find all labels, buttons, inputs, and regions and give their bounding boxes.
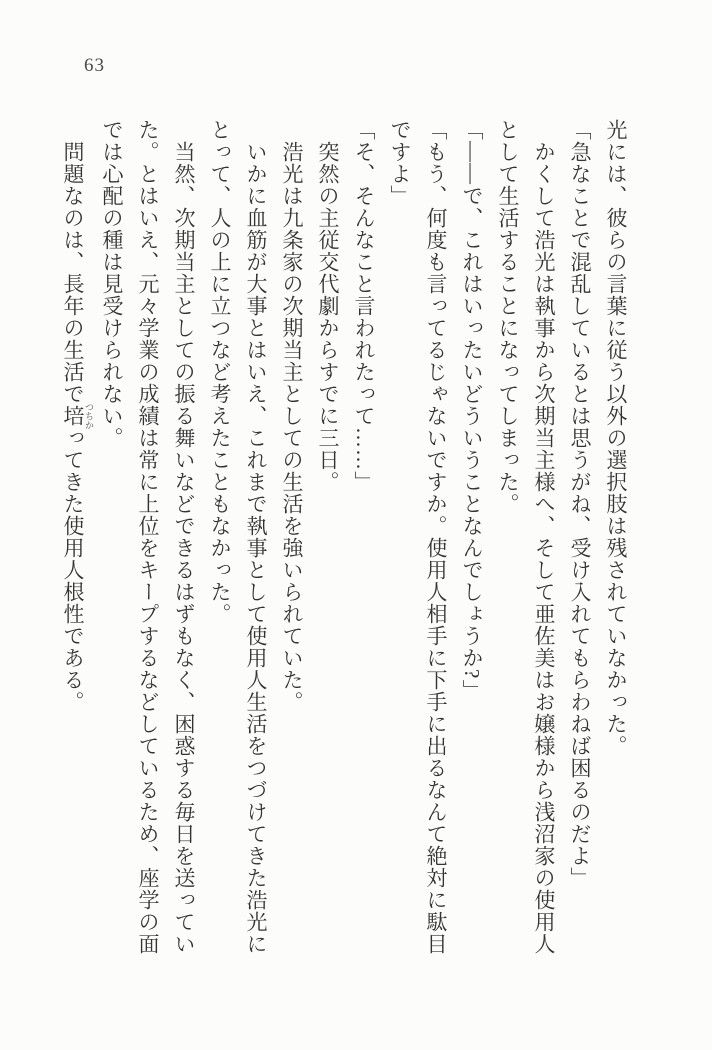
text-line: 突然の主従交代劇からすでに三日。: [316, 141, 340, 493]
furigana-annotation: 培 つちか: [61, 402, 94, 430]
page-number: 63: [84, 55, 105, 76]
text-line: として生活することになってしまった。: [496, 119, 520, 515]
text-line: 浩光は九条家の次期当主としての生活を強いられていた。: [280, 141, 304, 713]
text-line: かくして浩光は執事から次期当主様へ、そして亜佐美はお嬢様から浅沼家の使用人: [532, 141, 556, 955]
text-line: いかに血筋が大事とはいえ、これまで執事として使用人生活をつづけてきた浩光に: [244, 141, 268, 955]
text-line: 問題なのは、長年の生活で培 つちかってきた使用人根性である。: [61, 141, 94, 713]
text-line: とって、人の上に立つなど考えたこともなかった。: [208, 119, 232, 625]
text-line: ですよ」: [388, 119, 412, 207]
text-line: 光には、彼らの言葉に従う以外の選択肢は残されていなかった。: [604, 119, 628, 757]
text-line: では心配の種は見受けられない。: [100, 119, 124, 449]
text-block: [55, 119, 634, 977]
text-line: 「――で、これはいったいどういうことなんでしょうか?」: [460, 119, 484, 702]
text-line: 「もう、何度も言ってるじゃないですか。使用人相手に下手に出るなんて絶対に駄目: [424, 119, 448, 955]
text-line: た。とはいえ、元々学業の成績は常に上位をキープするなどしているため、座学の面: [136, 119, 160, 955]
text-line: 当然、次期当主としての振る舞いなどできるはずもなく、困惑する毎日を送ってい: [172, 141, 196, 955]
text-line: 「そ、そんなこと言われたって……」: [352, 119, 376, 493]
text-line: 「急なことで混乱しているとは思うがね、受け入れてもらわねば困るのだよ」: [568, 119, 592, 889]
